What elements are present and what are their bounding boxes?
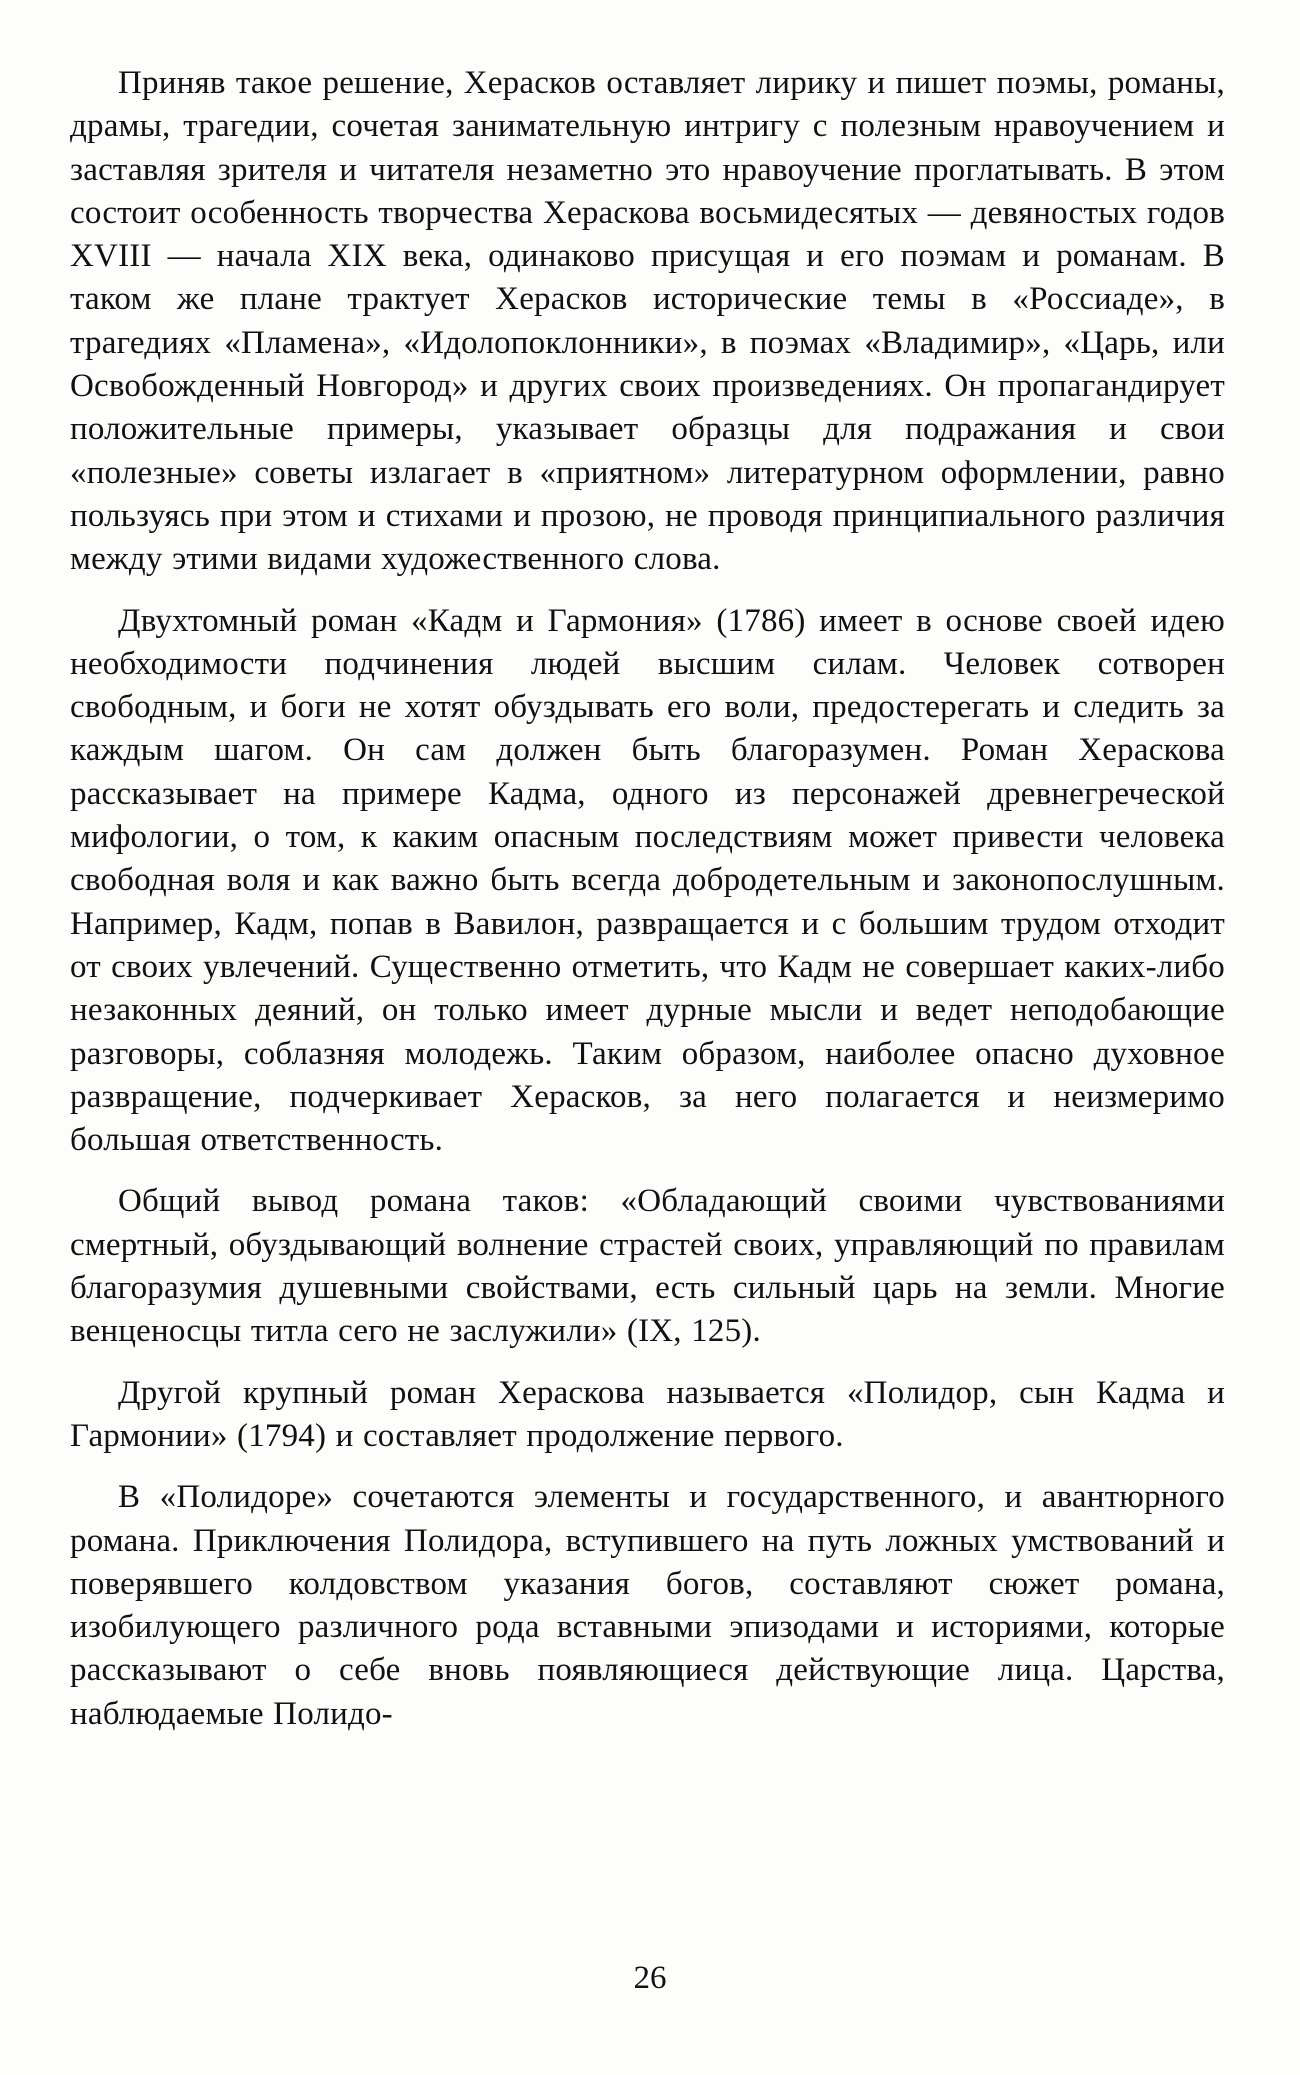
paragraph-4: Другой крупный роман Хераскова называется «Полидор, сын Кадма и Гармонии» (1794) и составляет продолжение первого. (70, 1374, 1225, 1454)
paragraph-3: Общий вывод романа таков: «Обладающий своими чувствованиями смертный, обуздывающий волнение страстей своих, управляющий по правилам благоразумия душевными свойствами, есть сильный царь на земли. Многие венценосцы титла сего не заслужили» (IX, 125). (70, 1183, 1225, 1350)
page-number: 26 (633, 1960, 667, 1996)
body-text (70, 62, 1225, 1754)
paragraph-1: Приняв такое решение, Херасков оставляет лирику и пишет поэмы, романы, драмы, трагедии, сочетая занимательную интригу с полезным нравоучением и заставляя зрителя и читателя незаметно это нравоучение проглатывать. В этом состоит особенность творчества Хераскова восьмидесятых — девяностых годов XVIII — начала XIX века, одинаково присущая и его поэмам и романам. В таком же плане трактует Херасков исторические темы в «Россиаде», в трагедиях «Пламена», «Идолопоклонники», в поэмах «Владимир», «Царь, или Освобожденный Новгород» и других своих произведениях. Он пропагандирует положительные примеры, указывает образцы для подражания и свои «полезные» советы излагает в «приятном» литературном оформлении, равно пользуясь при этом и стихами и прозою, не проводя принципиального различия между этими видами художественного слова. (70, 65, 1225, 578)
paragraph-5: В «Полидоре» сочетаются элементы и государственного, и авантюрного романа. Приключения Полидора, вступившего на путь ложных умствований и поверявшего колдовством указания богов, составляют сюжет романа, изобилующего различного рода вставными эпизодами и историями, которые рассказывают о себе вновь появляющиеся действующие лица. Царства, наблюдаемые Полидо- (70, 1479, 1225, 1732)
paragraph-2: Двухтомный роман «Кадм и Гармония» (1786) имеет в основе своей идею необходимости подчинения людей высшим силам. Человек сотворен свободным, и боги не хотят обуздывать его воли, предостерегать и следить за каждым шагом. Он сам должен быть благоразумен. Роман Хераскова рассказывает на примере Кадма, одного из персонажей древнегреческой мифологии, о том, к каким опасным последствиям может привести человека свободная воля и как важно быть всегда добродетельным и законопослушным. Например, Кадм, попав в Вавилон, развращается и с большим трудом отходит от своих увлечений. Существенно отметить, что Кадм не совершает каких-либо незаконных деяний, он только имеет дурные мысли и ведет неподобающие разговоры, соблазняя молодежь. Таким образом, наиболее опасно духовное развращение, подчеркивает Херасков, за него полагается и неизмеримо большая ответственность. (70, 602, 1225, 1159)
